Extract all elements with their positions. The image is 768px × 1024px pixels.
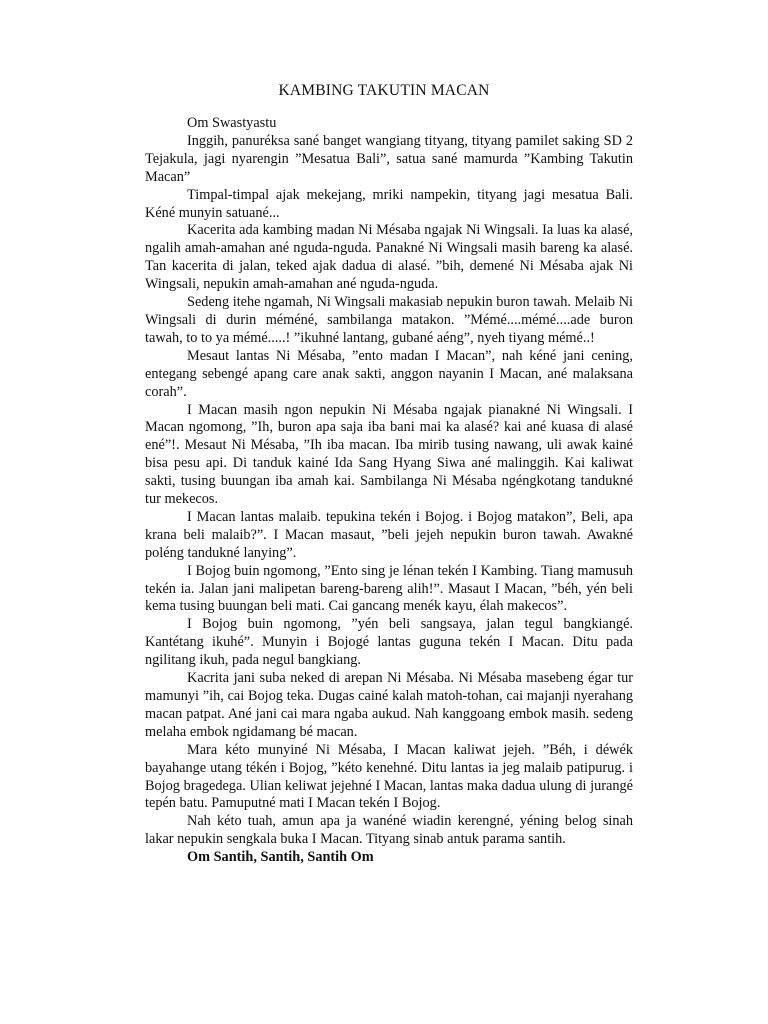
closing-salutation: Om Santih, Santih, Santih Om (187, 849, 374, 866)
document-body (145, 115, 633, 867)
paragraph: I Macan lantas malaib. tepukina tekén i Bojog. i Bojog matakon”, Beli, apa krana beli malaib?”. I Macan masaut, ”beli jejeh nepukin buron tawah. Awakné poléng tandukné lanying”. (145, 508, 633, 561)
paragraph: Kacrita jani suba neked di arepan Ni Mésaba. Ni Mésaba masebeng égar tur mamunyi ”ih, cai Bojog teka. Dugas cainé kalah matoh-tohan, cai majanji nyerahang macan patpat. Ané jani cai mara ngaba aukud. Nah kanggoang embok masih. sedeng melaha embok ngidamang bé macan. (145, 670, 633, 740)
paragraph-conclusion: Nah kéto tuah, amun apa ja wanéné wiadin kerengné, yéning belog sinah lakar nepukin sengkala buka I Macan. Tityang sinab antuk parama santih. (145, 813, 633, 848)
paragraph: I Macan masih ngon nepukin Ni Mésaba ngajak pianakné Ni Wingsali. I Macan ngomong, ”Ih, buron apa saja iba bani mai ka alasé? kai ané kuasa di alasé ené”!. Mesaut Ni Mésaba, ”Ih iba macan. Iba mirib tusing nawang, uli awak kainé bisa pesu api. Di tanduk kainé Ida Sang Hyang Siwa ané malinggih. Kai kaliwat sakti, tusing buungan iba amah kai. Sambilanga Ni Mésaba ngéngkotang tandukné tur mekecos. (145, 401, 633, 508)
paragraph: Kacerita ada kambing madan Ni Mésaba ngajak Ni Wingsali. Ia luas ka alasé, ngalih amah-amahan ané nguda-nguda. Panakné Ni Wingsali masih bareng ka alasé. Tan kacerita di jalan, teked ajak dadua di alasé. ”bih, demené Ni Mésaba ajak Ni Wingsali, nepukin amah-amahan ané nguda-nguda. (145, 222, 633, 293)
paragraph: Sedeng itehe ngamah, Ni Wingsali makasiab nepukin buron tawah. Melaib Ni Wingsali di durin méméné, sambilanga matakon. ”Mémé....mémé....ade buron tawah, to to ya mémé.....! ”ikuhné lantang, gubané aéng”, nyeh tiyang mémé..! (145, 294, 633, 346)
document-title: KAMBING TAKUTIN MACAN (278, 82, 490, 99)
paragraph: I Bojog buin ngomong, ”Ento sing je lénan tekén I Kambing. Tiang mamusuh tekén ia. Jalan jani malipetan bareng-bareng alih!”. Masaut I Macan, ”béh, yén beli kema tusing buungan beli mati. Cai gancang menék kayu, élah makecos”. (145, 562, 633, 615)
paragraph-intro: Inggih, panuréksa sané banget wangiang tityang, tityang pamilet saking SD 2 Tejakula, jagi nyarengin ”Mesatua Bali”, satua sané mamurda ”Kambing Takutin Macan” (145, 132, 633, 185)
paragraph: I Bojog buin ngomong, ”yén beli sangsaya, jalan tegul bangkiangé. Kantétang ikuhé”. Munyin i Bojogé lantas guguna tekén I Macan. Ditu pada ngilitang ikuh, pada negul bangkiang. (145, 616, 633, 669)
greeting: Om Swastyastu (187, 115, 277, 131)
paragraph: Mesaut lantas Ni Mésaba, ”ento madan I Macan”, nah kéné jani cening, entegang sebengé apang care anak sakti, anggon nayanin I Macan, ané malaksana corah”. (145, 347, 633, 400)
paragraph: Mara kéto munyiné Ni Mésaba, I Macan kaliwat jejeh. ”Béh, i déwék bayahange utang tékén i Bojog, ”kéto kenehné. Ditu lantas ia jeg malaib patipurug. i Bojog bragedega. Ulian keliwat jejehné I Macan, lantas maka dadua ulung di jurangé tepén batu. Pamuputné mati I Macan tekén I Bojog. (145, 741, 633, 812)
paragraph: Timpal-timpal ajak mekejang, mriki nampekin, tityang jagi mesatua Bali. Kéné munyin satuané... (145, 186, 633, 221)
